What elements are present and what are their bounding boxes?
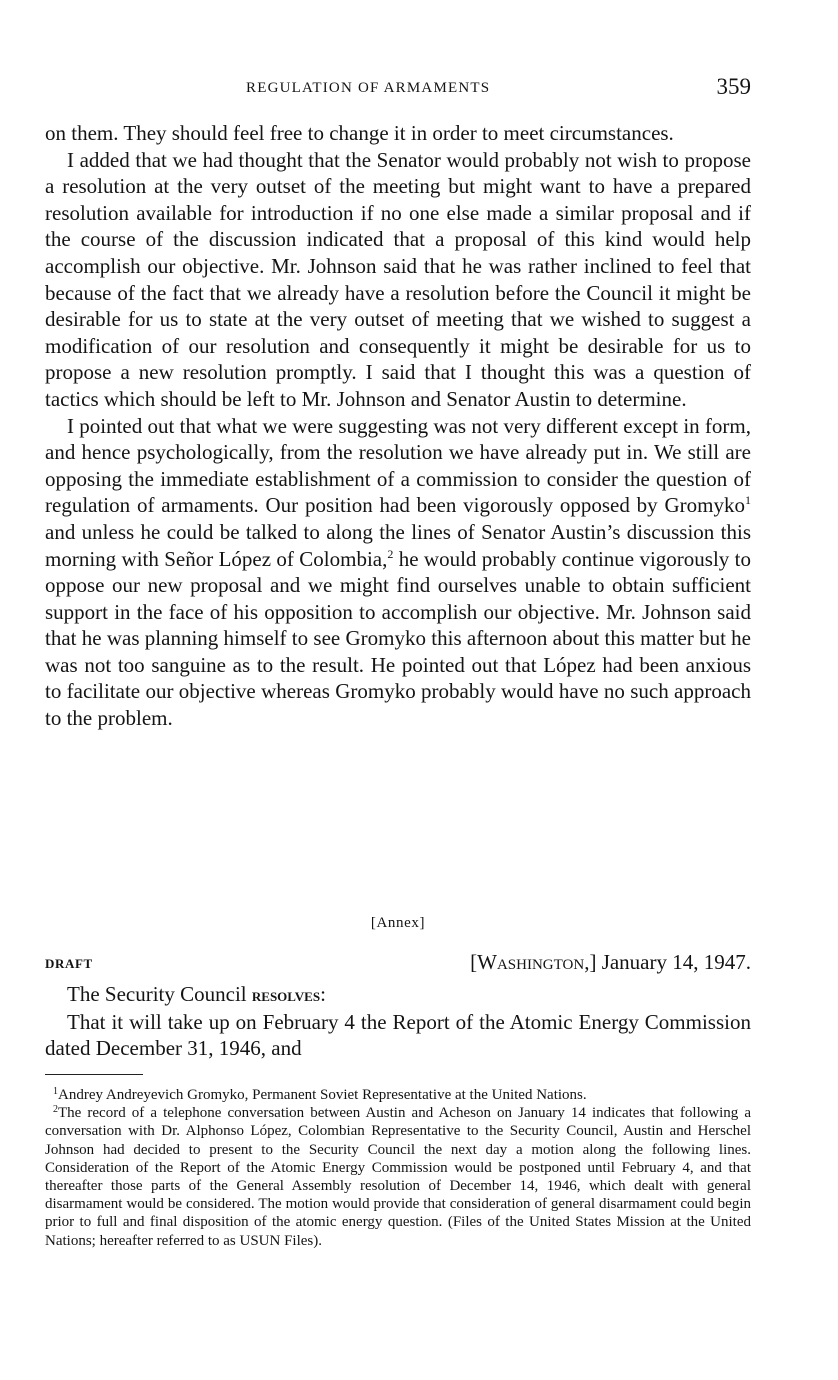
paragraph-1: on them. They should feel free to change it in order to meet circumstances. bbox=[45, 121, 674, 145]
draft-dateline bbox=[45, 950, 751, 980]
paragraph-3-part-a: I pointed out that what we were suggesting was not very different except in form, and hence psychologically, from the resolution we have already put in. We still are opposing the immediate establishment of a commission to consider the question of regulation of armaments. Our position had been vigorously opposed by Gromyko bbox=[45, 413, 751, 518]
footnote-1-text: Andrey Andreyevich Gromyko, Permanent Soviet Representative at the United Nations. bbox=[58, 1087, 587, 1103]
footnote-divider bbox=[45, 1074, 143, 1075]
resolves-word: resolves bbox=[251, 985, 321, 1005]
footnote-2-mark: 2 bbox=[53, 1104, 58, 1116]
footnotes bbox=[45, 1086, 751, 1250]
dateline bbox=[470, 950, 751, 975]
paragraph-3-part-c: he would probably continue vigorously to oppose our new proposal and we might find ourselves unable to obtain sufficient support in the face of his opposition to accomplish our objective. Mr. Johnson said that he was planning himself to see Gromyko this afternoon about this matter but he was not too sanguine as to the result. He pointed out that López had been anxious to facilitate our objective whereas Gromyko probably would have no such approach to the problem. bbox=[45, 546, 751, 731]
footnote-ref-1: 1 bbox=[745, 493, 751, 508]
draft-label: DRAFT bbox=[45, 956, 93, 971]
dateline-place: [Washington,] bbox=[470, 950, 597, 974]
dateline-date: January 14, 1947. bbox=[596, 950, 751, 974]
annex-title: [Annex] bbox=[370, 915, 426, 931]
page-header bbox=[45, 74, 751, 104]
running-title: REGULATION OF ARMAMENTS bbox=[246, 80, 491, 96]
footnote-ref-2: 2 bbox=[387, 546, 394, 561]
resolution-line-2: That it will take up on February 4 the Report of the Atomic Energy Commission dated December 31, 1946, and bbox=[45, 1009, 751, 1061]
resolution-colon: : bbox=[320, 982, 326, 1006]
paragraph-3-part-b: and unless he could be talked to along the lines of Senator Austin’s discussion this morning with Señor López of Colombia, bbox=[45, 519, 751, 571]
footnote-2 bbox=[45, 1104, 751, 1250]
page-number: 359 bbox=[716, 74, 751, 99]
main-text bbox=[45, 120, 751, 732]
resolution-prefix: The Security Council bbox=[67, 982, 252, 1006]
paragraph-3 bbox=[45, 413, 751, 732]
paragraph-2: I added that we had thought that the Senator would probably not wish to propose a resolution at the very outset of the meeting but might want to have a prepared resolution available for introduction if no one else made a similar proposal and if the course of the discussion indicated that a proposal of this kind would help accomplish our objective. Mr. Johnson said that he was rather inclined to feel that because of the fact that we already have a resolution before the Council it might be desirable for us to state at the very outset of meeting that we wished to suggest a modification of our resolution and consequently it might be desirable for us to propose a new resolution promptly. I said that I thought this was a question of tactics which should be left to Mr. Johnson and Senator Austin to determine. bbox=[45, 147, 751, 411]
footnote-1-mark: 1 bbox=[53, 1086, 58, 1097]
resolution-line-1 bbox=[45, 981, 751, 1009]
resolution-text bbox=[45, 981, 751, 1062]
footnote-2-text: The record of a telephone conversation between Austin and Acheson on January 14 indicates that following a conversation with Dr. Alphonso López, Colombian Representative to the Security Council, Austin and Herschel Johnson had decided to present to the Security Council the next day a motion along the following lines. Consideration of the Report of the Atomic Energy Commission would be postponed until February 4, and that thereafter those parts of the General Assembly resolution of December 14, 1946, which dealt with general disarmament would be considered. The motion would provide that consideration of general disarmament could begin prior to full and final disposition of the atomic energy question. (Files of the United States Mission at the United Nations; hereafter referred to as USUN Files). bbox=[45, 1105, 751, 1249]
footnote-1 bbox=[45, 1086, 751, 1104]
